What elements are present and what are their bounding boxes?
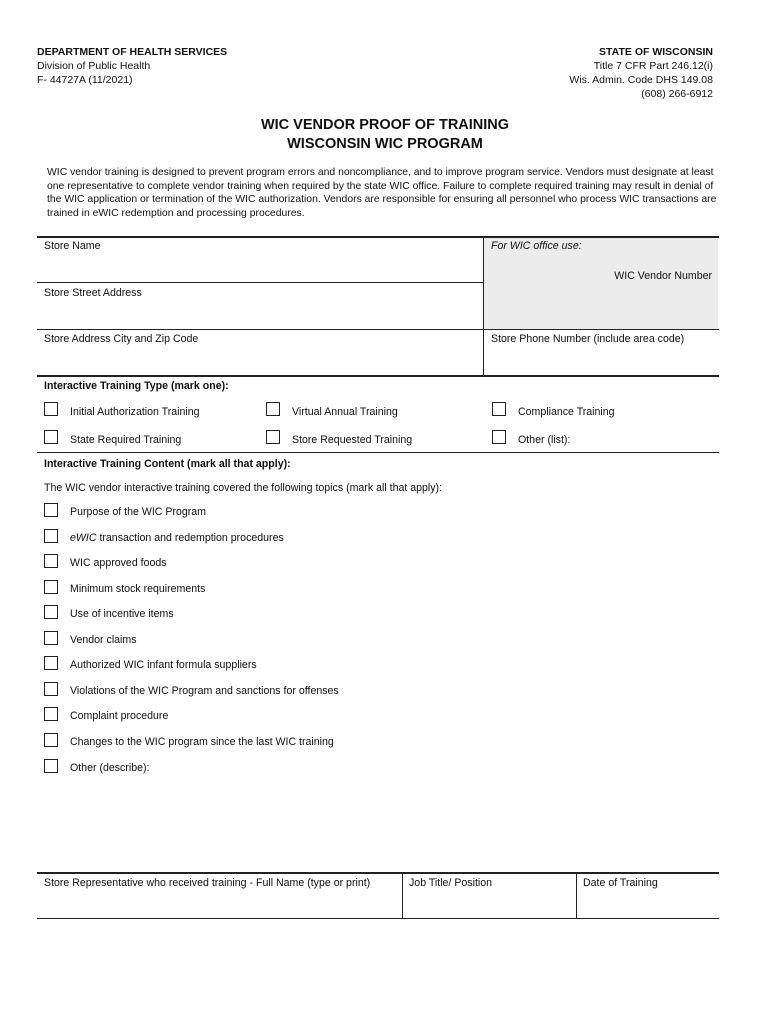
topic-label: Purpose of the WIC Program <box>70 506 207 518</box>
form-title: WIC VENDOR PROOF OF TRAINING <box>260 117 510 133</box>
virtual-annual-label: Virtual Annual Training <box>292 406 398 418</box>
job-title-label: Job Title/ Position <box>409 877 493 889</box>
topic-checkbox[interactable] <box>44 631 58 645</box>
topic-checkbox[interactable] <box>44 580 58 594</box>
divider <box>483 237 484 376</box>
other-topic-checkbox[interactable] <box>44 759 58 773</box>
divider <box>402 873 403 919</box>
state-name: STATE OF WISCONSIN <box>599 46 713 58</box>
vendor-number-label: WIC Vendor Number <box>614 270 712 282</box>
ewic-topic-text: transaction and redemption procedures <box>99 532 284 544</box>
phone-label: Store Phone Number (include area code) <box>491 333 685 345</box>
street-address-input[interactable] <box>40 301 480 327</box>
virtual-annual-checkbox[interactable] <box>266 402 280 416</box>
topic-label: Authorized WIC infant formula suppliers <box>70 659 257 671</box>
topic-label: Complaint procedure <box>70 710 169 722</box>
city-zip-input[interactable] <box>40 347 480 373</box>
initial-authorization-label: Initial Authorization Training <box>70 406 200 418</box>
topic-checkbox[interactable] <box>44 605 58 619</box>
topic-label: Changes to the WIC program since the last WIC training <box>70 736 334 748</box>
street-address-label: Store Street Address <box>44 287 142 299</box>
divider <box>37 872 719 874</box>
initial-authorization-checkbox[interactable] <box>44 402 58 416</box>
state-required-checkbox[interactable] <box>44 430 58 444</box>
topic-label <box>70 532 284 545</box>
topic-checkbox[interactable] <box>44 682 58 696</box>
rep-name-label: Store Representative who received training - Full Name (type or print) <box>44 877 371 889</box>
store-requested-checkbox[interactable] <box>266 430 280 444</box>
other-type-checkbox[interactable] <box>492 430 506 444</box>
training-date-input[interactable] <box>580 892 716 916</box>
topic-label: Violations of the WIC Program and sanctions for offenses <box>70 685 339 697</box>
store-name-input[interactable] <box>40 254 480 280</box>
state-required-label: State Required Training <box>70 434 182 446</box>
divider <box>37 375 719 377</box>
division-name: Division of Public Health <box>37 60 151 72</box>
topic-checkbox[interactable] <box>44 503 58 517</box>
compliance-label: Compliance Training <box>518 406 615 418</box>
divider <box>37 236 719 238</box>
topic-label: Use of incentive items <box>70 608 174 620</box>
other-type-label: Other (list): <box>518 434 571 446</box>
other-topic-label: Other (describe): <box>70 762 150 774</box>
job-title-input[interactable] <box>406 892 572 916</box>
intro-paragraph: WIC vendor training is designed to prevent program errors and noncompliance, and to improve program service. Vendors must designate at least one representative to complete vendor training when required by the state WIC office. Failure to complete required training may result in denial of the WIC application or termination of the WIC authorization. Vendors are responsible for ensuring all personnel who process WIC transactions are trained in eWIC redemption and processing procedures. <box>47 167 717 219</box>
divider <box>576 873 577 919</box>
training-type-heading: Interactive Training Type (mark one): <box>44 380 229 392</box>
phone-number: (608) 266-6912 <box>641 88 713 100</box>
phone-input[interactable] <box>488 347 716 373</box>
compliance-checkbox[interactable] <box>492 402 506 416</box>
cfr-citation: Title 7 CFR Part 246.12(i) <box>593 60 713 72</box>
divider <box>37 282 483 283</box>
other-type-input[interactable] <box>590 430 716 448</box>
office-use-label: For WIC office use: <box>491 240 582 252</box>
topic-checkbox[interactable] <box>44 656 58 670</box>
training-content-heading: Interactive Training Content (mark all that apply): <box>44 458 291 470</box>
topic-checkbox[interactable] <box>44 707 58 721</box>
topic-checkbox[interactable] <box>44 529 58 543</box>
program-title: WISCONSIN WIC PROGRAM <box>287 136 483 152</box>
topic-label: Vendor claims <box>70 634 137 646</box>
divider <box>37 918 719 919</box>
topic-label: Minimum stock requirements <box>70 583 206 595</box>
topic-checkbox[interactable] <box>44 554 58 568</box>
city-zip-label: Store Address City and Zip Code <box>44 333 199 345</box>
ewic-prefix: eWIC <box>70 532 97 544</box>
other-topic-input[interactable] <box>44 780 718 860</box>
divider <box>37 452 719 453</box>
training-content-lead: The WIC vendor interactive training covered the following topics (mark all that apply): <box>44 482 443 494</box>
store-name-label: Store Name <box>44 240 101 252</box>
divider <box>37 329 719 330</box>
topic-checkbox[interactable] <box>44 733 58 747</box>
form-number: F- 44727A (11/2021) <box>37 74 133 86</box>
department-name: DEPARTMENT OF HEALTH SERVICES <box>37 46 228 58</box>
training-date-label: Date of Training <box>583 877 658 889</box>
admin-code: Wis. Admin. Code DHS 149.08 <box>569 74 713 86</box>
rep-name-input[interactable] <box>40 892 398 916</box>
store-requested-label: Store Requested Training <box>292 434 413 446</box>
topic-label: WIC approved foods <box>70 557 167 569</box>
